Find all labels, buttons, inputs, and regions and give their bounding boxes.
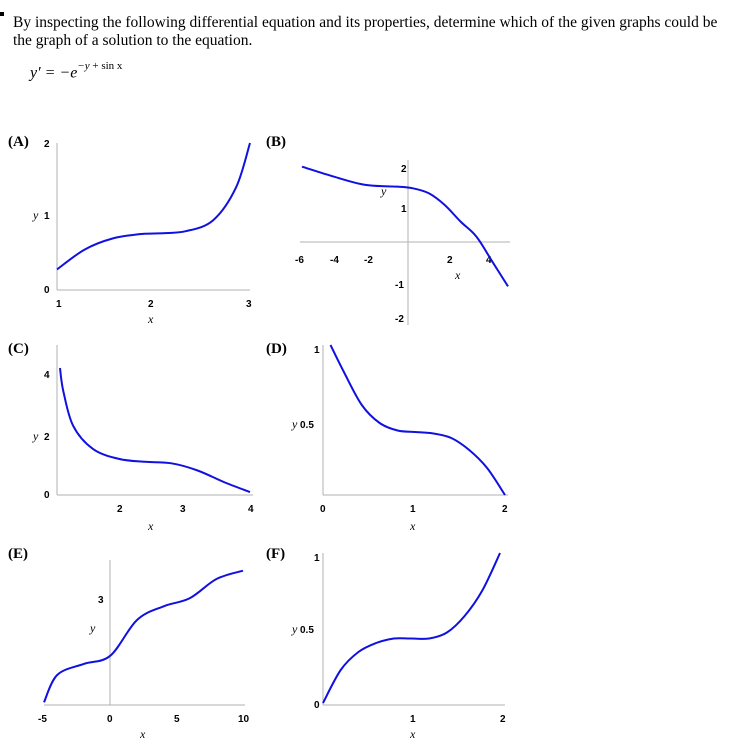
graph-e-tick-x5: 5 [174, 714, 180, 725]
graph-a-tick-y0: 0 [44, 285, 50, 296]
graph-b-tick-ym2: -2 [395, 314, 404, 325]
graph-c-tick-x4: 4 [248, 504, 254, 515]
graph-f-curve [323, 553, 500, 703]
graph-f-tick-y0: 0 [314, 700, 320, 711]
graph-c-label[interactable]: (C) [8, 341, 29, 357]
graph-b-tick-xm4: -4 [330, 255, 339, 266]
graph-b-tick-y2: 2 [401, 164, 407, 175]
question-text-line1: By inspecting the following differential equation and its properties, determine which of the given graphs could be [13, 14, 718, 31]
graph-c-tick-x2: 2 [117, 504, 123, 515]
graph-c-tick-y4: 4 [44, 370, 50, 381]
equation-exp-rest: + sin x [89, 60, 123, 72]
graph-c-tick-y0: 0 [44, 490, 50, 501]
graph-a-xlabel: x [148, 312, 154, 326]
question-text-line2: the graph of a solution to the equation. [13, 32, 253, 49]
graph-d-tick-y05: 0.5 [300, 420, 314, 431]
graph-b-tick-y1: 1 [401, 204, 407, 215]
graph-f-tick-y05: 0.5 [300, 625, 314, 636]
graph-f-tick-y1: 1 [314, 553, 320, 564]
graph-a-ylabel: y [33, 208, 39, 222]
graph-b-label[interactable]: (B) [266, 134, 286, 150]
graph-e-ylabel: y [90, 621, 96, 635]
graph-f-tick-x1: 1 [410, 714, 416, 725]
graph-e-label[interactable]: (E) [8, 546, 28, 562]
graph-d-tick-y1: 1 [314, 345, 320, 356]
graph-c-tick-x3: 3 [180, 504, 186, 515]
graph-b-tick-ym1: -1 [395, 280, 404, 291]
graph-b-xlabel: x [455, 268, 461, 282]
graph-d-ylabel: y [292, 417, 298, 431]
graph-a-tick-x3: 3 [246, 299, 252, 310]
graph-e-xlabel: x [140, 727, 146, 741]
graph-b-tick-xm2: -2 [364, 255, 373, 266]
graph-e-tick-x10: 10 [238, 714, 250, 725]
graph-d-tick-x1: 1 [410, 504, 416, 515]
graph-e-tick-xm5: -5 [38, 714, 47, 725]
graph-d-xlabel: x [410, 519, 416, 533]
graph-a-tick-y1: 1 [44, 211, 50, 222]
graph-d-tick-y0: 0 [320, 504, 326, 515]
graph-b-tick-xm6: -6 [295, 255, 304, 266]
graph-e-tick-x0: 0 [107, 714, 113, 725]
graph-f-xlabel: x [410, 727, 416, 741]
graph-a-label[interactable]: (A) [8, 134, 29, 150]
graph-b-tick-x2: 2 [447, 255, 453, 266]
graph-d-label[interactable]: (D) [266, 341, 287, 357]
graph-a-tick-y2: 2 [44, 139, 50, 150]
graph-c-xlabel: x [148, 519, 154, 533]
graph-c-tick-y2: 2 [44, 432, 50, 443]
graph-d-tick-x2: 2 [502, 504, 508, 515]
graph-a-tick-x1: 1 [56, 299, 62, 310]
equation-lhs: y′ = −e [30, 64, 78, 82]
graph-b-tick-x4: 4 [486, 255, 492, 266]
equation-exp-var: −y [77, 60, 90, 72]
graph-a-tick-x2: 2 [148, 299, 154, 310]
graph-f-ylabel: y [292, 622, 298, 636]
graph-b-ylabel: y [381, 184, 387, 198]
graph-f-tick-x2: 2 [500, 714, 506, 725]
graph-f-label[interactable]: (F) [266, 546, 286, 562]
graph-e-tick-y3: 3 [98, 595, 104, 606]
graph-c-ylabel: y [33, 429, 39, 443]
